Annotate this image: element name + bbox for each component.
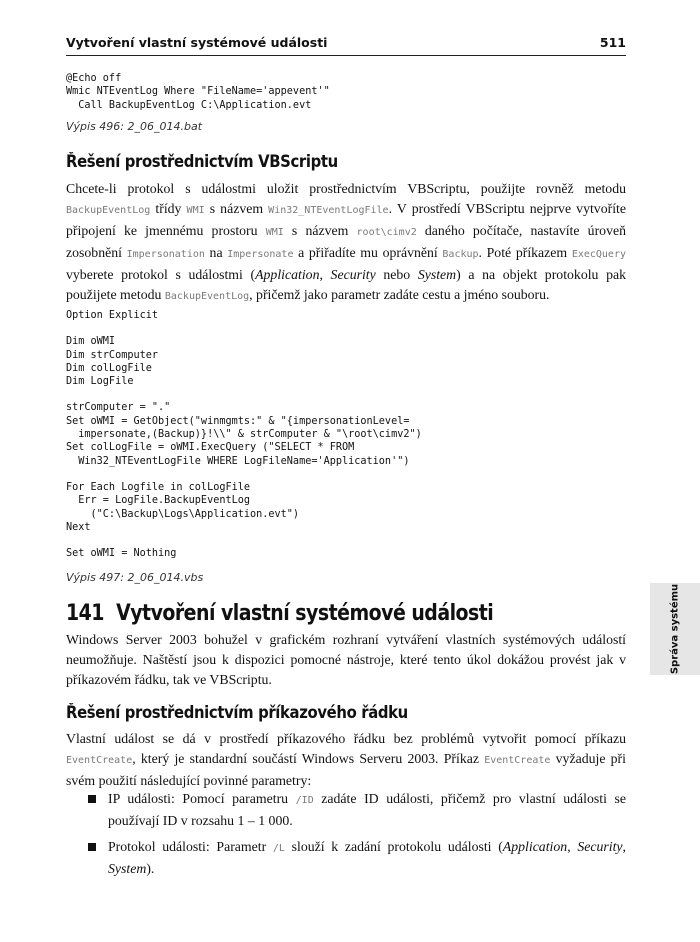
subsection-heading-command-line: Řešení prostřednictvím příkazového řádku — [66, 703, 408, 722]
code-line: Win32_NTEventLogFile WHERE LogFileName='Application'") — [66, 455, 410, 467]
code-listing-497 — [66, 309, 626, 560]
code-listing-496 — [66, 72, 626, 112]
code-line: Dim oWMI — [66, 336, 116, 348]
side-tab-label: Správa systému — [669, 583, 681, 675]
header-title: Vytvoření vlastní systémové události — [66, 35, 328, 50]
code-line: Set colLogFile = oWMI.ExecQuery ("SELECT * FROM — [66, 442, 355, 454]
section-title: Vytvoření vlastní systémové události — [116, 601, 494, 626]
code-line: Dim strComputer — [66, 349, 159, 361]
code-line: Option Explicit — [66, 310, 159, 321]
code-line: Wmic NTEventLog Where "FileName='appevent'" — [66, 86, 330, 98]
code-line: strComputer = "." — [66, 402, 171, 414]
subsection-heading-vbscript: Řešení prostřednictvím VBScriptu — [66, 152, 338, 171]
paragraph-vbscript: Chcete-li protokol s událostmi uložit prostřednictvím VBScriptu, použijte rovněž metodu BackupEventLog třídy WMI s názvem Win32_NTEventLogFile. V prostředí VBScriptu nejprve vytvoříte připojení ke jmennému prostoru WMI s názvem root\cimv2 daného počítače, nastavíte úroveň zosobnění Impersonation na Impersonate a přiřadíte mu oprávnění Backup. Poté příkazem ExecQuery vyberete protokol s událostmi (Application, Security nebo System) a na objekt protokolu pak použijete metodu BackupEventLog, přičemž jako parametr zadáte cestu a jméno souboru. — [66, 181, 626, 302]
running-header — [66, 33, 626, 56]
bullet-square-icon — [88, 795, 96, 803]
page-number: 511 — [599, 35, 626, 50]
code-line: Dim colLogFile — [66, 362, 152, 374]
code-line: Err = LogFile.BackupEventLog — [66, 495, 251, 507]
code-line: Dim LogFile — [66, 376, 134, 388]
bullet-square-icon — [88, 843, 96, 851]
code-line: Next — [66, 521, 91, 533]
code-line: Call BackupEventLog C:\Application.evt — [66, 99, 312, 111]
code-line: @Echo off — [66, 73, 122, 84]
listing-caption-496: Výpis 496: 2_06_014.bat — [66, 120, 203, 133]
chapter-side-tab — [650, 583, 700, 675]
paragraph-section-intro: Windows Server 2003 bohužel v grafickém rozhraní vytváření vlastních systémových událostí neumožňuje. Naštěstí jsou k dispozici pomocné nástroje, které tento úkol dokážou provést jak v příkazovém řádku, tak ve VBScriptu. — [66, 632, 626, 687]
parameter-list — [66, 789, 626, 885]
code-line: For Each Logfile in colLogFile — [66, 481, 251, 493]
code-line: Set oWMI = Nothing — [66, 548, 177, 560]
list-item: Protokol události: Parametr /L slouží k zadání protokolu události (Application, Security, System). — [66, 837, 626, 879]
list-item: IP události: Pomocí parametru /ID zadáte ID události, přičemž pro vlastní události se používají ID v rozsahu 1 – 1 000. — [66, 789, 626, 831]
section-heading-141 — [66, 601, 548, 626]
code-line: ("C:\Backup\Logs\Application.evt") — [66, 508, 300, 520]
code-line: impersonate,(Backup)}!\\" & strComputer & "\root\cimv2") — [66, 429, 422, 441]
section-number: 141 — [66, 601, 104, 626]
paragraph-command-line: Vlastní událost se dá v prostředí příkazového řádku bez problémů vytvořit pomocí příkazu EventCreate, který je standardní součástí Windows Serveru 2003. Příkaz EventCreate vyžaduje při svém použití následující povinné parametry: — [66, 731, 626, 788]
listing-caption-497: Výpis 497: 2_06_014.vbs — [66, 571, 204, 584]
code-line: Set oWMI = GetObject("winmgmts:" & "{impersonationLevel= — [66, 415, 410, 427]
